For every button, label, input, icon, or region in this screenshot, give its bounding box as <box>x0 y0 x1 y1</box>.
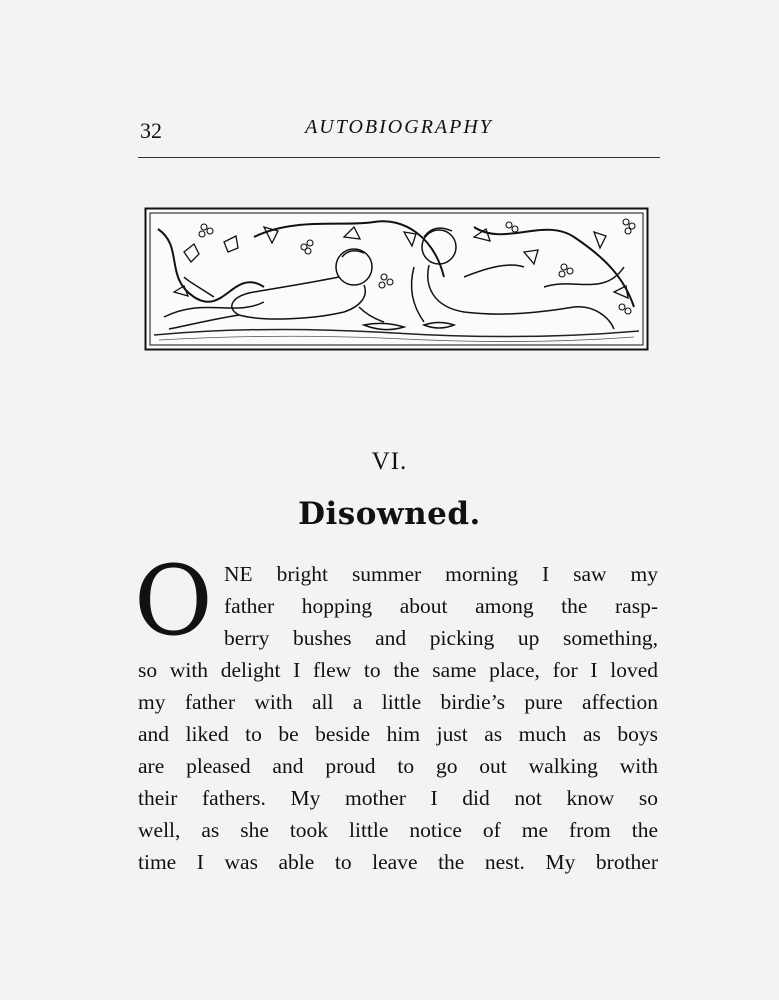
header-rule <box>138 157 660 158</box>
text-line: time I was able to leave the nest. My brother <box>138 850 658 874</box>
text-line: my father with all a little birdie’s pure affection <box>138 690 658 714</box>
text-line: their fathers. My mother I did not know so <box>138 786 658 810</box>
chapter-title: Disowned. <box>298 496 481 532</box>
cherubs-vine-ornament <box>144 207 649 351</box>
text-line: NE bright summer morning I saw my <box>224 562 658 586</box>
body-text <box>138 558 658 878</box>
text-line: father hopping about among the rasp- <box>224 594 658 618</box>
drop-cap: O <box>134 545 213 657</box>
text-line: so with delight I flew to the same place, for I loved <box>138 658 658 682</box>
chapter-number: VI. <box>371 448 408 475</box>
text-line: berry bushes and picking up something, <box>224 626 658 650</box>
page-header <box>138 116 660 148</box>
page-number: 32 <box>140 118 162 143</box>
text-line: and liked to be beside him just as much as boys <box>138 722 658 746</box>
text-line: well, as she took little notice of me from the <box>138 818 658 842</box>
running-head: AUTOBIOGRAPHY <box>305 116 493 138</box>
text-line: are pleased and proud to go out walking with <box>138 754 658 778</box>
ornament-illustration <box>144 207 649 351</box>
